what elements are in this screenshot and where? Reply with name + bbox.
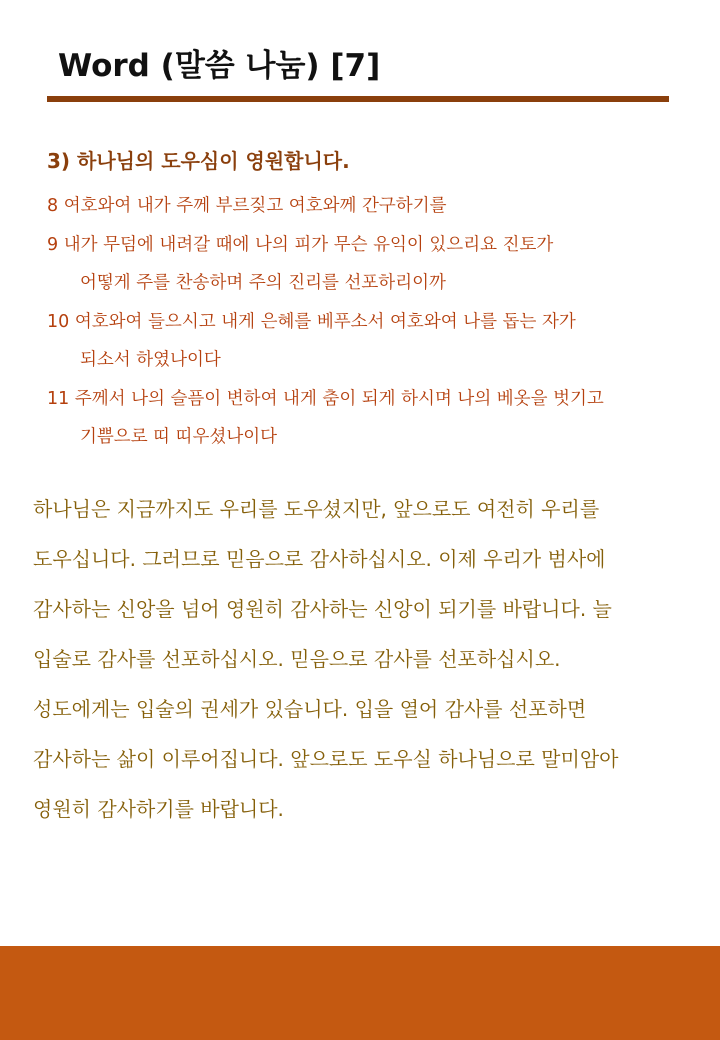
verse-11 — [47, 380, 687, 457]
passage-heading: 3) 하나님의 도우심이 영원합니다. — [47, 149, 350, 173]
reflection-line: 감사하는 신앙을 넘어 영원히 감사하는 신앙이 되기를 바랍니다. 늘 — [33, 597, 612, 621]
verse-line: 11 주께서 나의 슬픔이 변하여 내게 춤이 되게 하시며 나의 베옷을 벗기고 — [47, 388, 604, 409]
reflection-line: 입술로 감사를 선포하십시오. 믿음으로 감사를 선포하십시오. — [33, 647, 561, 671]
verse-line-continued: 어떻게 주를 찬송하며 주의 진리를 선포하리이까 — [80, 273, 446, 293]
reflection-line: 하나님은 지금까지도 우리를 도우셨지만, 앞으로도 여전히 우리를 — [33, 497, 600, 521]
verse-9 — [47, 226, 687, 303]
title-divider — [47, 96, 669, 102]
verse-10 — [47, 303, 687, 380]
verse-line-continued: 기쁨으로 띠 띠우셨나이다 — [80, 427, 278, 447]
verse-8 — [47, 187, 687, 226]
verse-line-continued: 되소서 하였나이다 — [80, 350, 221, 370]
verse-line: 9 내가 무덤에 내려갈 때에 나의 피가 무슨 유익이 있으리요 진토가 — [47, 234, 554, 255]
verse-line: 8 여호와여 내가 주께 부르짖고 여호와께 간구하기를 — [47, 196, 447, 216]
verse-list — [47, 187, 687, 457]
footer-band — [0, 946, 720, 1040]
reflection-line: 성도에게는 입술의 권세가 있습니다. 입을 열어 감사를 선포하면 — [33, 697, 587, 721]
reflection-line: 영원히 감사하기를 바랍니다. — [33, 797, 284, 821]
reflection-paragraph — [33, 484, 693, 834]
reflection-line: 도우십니다. 그러므로 믿음으로 감사하십시오. 이제 우리가 범사에 — [33, 547, 606, 571]
page-title: Word (말씀 나눔) [7] — [58, 48, 381, 84]
reflection-line: 감사하는 삶이 이루어집니다. 앞으로도 도우실 하나님으로 말미암아 — [33, 747, 619, 771]
verse-line: 10 여호와여 들으시고 내게 은혜를 베푸소서 여호와여 나를 돕는 자가 — [47, 311, 576, 332]
